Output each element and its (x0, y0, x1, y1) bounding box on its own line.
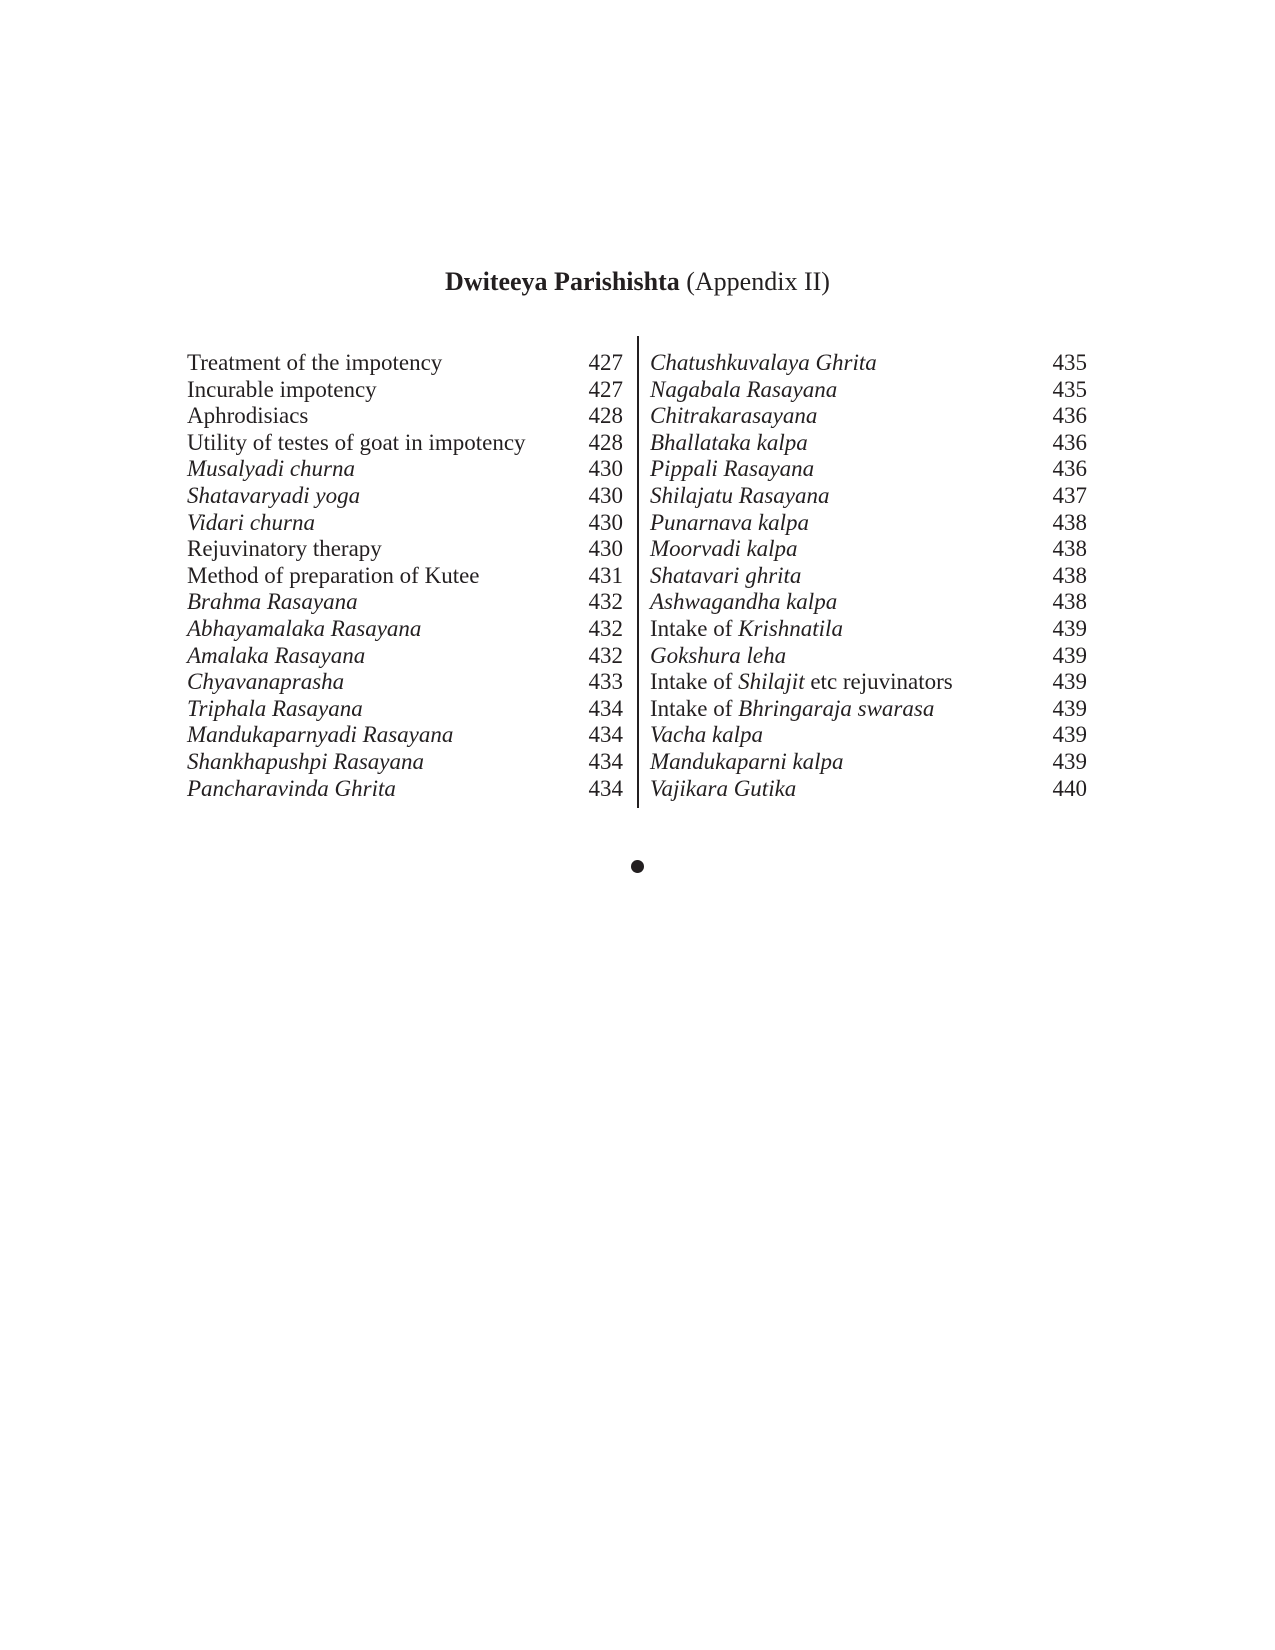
entry-title (187, 643, 365, 670)
entry-title-part: Bhallataka kalpa (650, 429, 808, 455)
contents-entry (650, 589, 1087, 616)
entry-title-part: Incurable impotency (187, 376, 377, 402)
entry-page-number: 439 (1052, 615, 1087, 641)
entry-page-number: 434 (588, 695, 623, 721)
entry-title-part: Intake of (650, 695, 739, 721)
entry-page-number: 437 (1052, 482, 1087, 508)
contents-entry (187, 377, 623, 404)
entry-title-part: Chitrakarasayana (650, 403, 818, 429)
entry-page-number: 430 (588, 456, 623, 482)
contents-entry (650, 483, 1087, 510)
entry-page-number: 432 (588, 642, 623, 668)
entry-title-part: Krishnatila (738, 615, 843, 641)
entry-page-number: 439 (1052, 669, 1087, 695)
entry-page-number: 435 (1052, 350, 1087, 375)
entry-page-number: 439 (1052, 642, 1087, 668)
column-divider (637, 336, 639, 808)
contents-entry (187, 722, 623, 749)
contents-entry (650, 456, 1087, 483)
contents-entry (187, 616, 623, 643)
entry-title-part: Musalyadi churna (187, 456, 356, 482)
entry-title (187, 696, 363, 723)
entry-page-number: 435 (1052, 376, 1087, 402)
entry-page-number: 427 (588, 376, 623, 402)
contents-entry (187, 430, 623, 457)
entry-page-number: 436 (1052, 456, 1087, 482)
entry-title (650, 669, 953, 696)
entry-page-number: 430 (588, 482, 623, 508)
entry-title (650, 403, 817, 430)
contents-entry (650, 377, 1087, 404)
entry-title-part: Rejuvinatory therapy (187, 536, 382, 562)
entry-title-part: Moorvadi kalpa (650, 536, 798, 562)
entry-title (650, 696, 934, 723)
entry-title-part: Brahma Rasayana (187, 589, 358, 615)
entry-title (187, 616, 421, 643)
entry-page-number: 427 (588, 350, 623, 375)
contents-entry (187, 776, 623, 803)
entry-title (187, 776, 396, 803)
entry-title (187, 536, 382, 563)
entry-page-number: 440 (1052, 775, 1087, 801)
entry-page-number: 428 (588, 429, 623, 455)
entry-title (650, 483, 830, 510)
contents-entry (650, 536, 1087, 563)
contents-entry (650, 722, 1087, 749)
entry-title-part: etc rejuvinators (804, 669, 953, 695)
left-contents-column (187, 350, 623, 802)
entry-title-part: Shilajatu Rasayana (650, 482, 830, 508)
entry-title (187, 722, 453, 749)
entry-title (187, 483, 360, 510)
entry-title (187, 510, 315, 537)
entry-page-number: 439 (1052, 722, 1087, 748)
contents-entry (650, 510, 1087, 537)
entry-title-part: Mandukaparni kalpa (650, 748, 844, 774)
entry-title-part: Chatushkuvalaya Ghrita (650, 350, 877, 375)
contents-entry (187, 643, 623, 670)
entry-title-part: Nagabala Rasayana (650, 376, 838, 402)
contents-entry (187, 350, 623, 377)
contents-entry (650, 749, 1087, 776)
contents-entry (187, 696, 623, 723)
entry-title (187, 749, 424, 776)
contents-entry (650, 430, 1087, 457)
entry-page-number: 436 (1052, 403, 1087, 429)
entry-title (650, 563, 801, 590)
entry-title (650, 616, 843, 643)
contents-entry (187, 536, 623, 563)
entry-title (650, 536, 798, 563)
entry-title (650, 456, 814, 483)
entry-title-part: Method of preparation of Kutee (187, 562, 480, 588)
entry-title (187, 563, 480, 590)
contents-entry (187, 483, 623, 510)
entry-title (650, 430, 808, 457)
entry-page-number: 434 (588, 775, 623, 801)
entry-title-part: Treatment of the impotency (187, 350, 443, 375)
entry-title (650, 722, 763, 749)
entry-title (650, 510, 809, 537)
entry-page-number: 439 (1052, 695, 1087, 721)
contents-entry (650, 616, 1087, 643)
entry-title-part: Bhringaraja swarasa (738, 695, 935, 721)
entry-title (187, 456, 355, 483)
entry-title-part: Punarnava kalpa (650, 509, 810, 535)
contents-entry (187, 749, 623, 776)
entry-title-part: Shankhapushpi Rasayana (187, 748, 425, 774)
entry-title (650, 749, 844, 776)
entry-title-part: Shatavaryadi yoga (187, 482, 361, 508)
entry-page-number: 438 (1052, 562, 1087, 588)
entry-title-part: Vacha kalpa (650, 722, 764, 748)
entry-title-part: Utility of testes of goat in impotency (187, 429, 526, 455)
entry-title-part: Vajikara Gutika (650, 775, 797, 801)
entry-title-part: Aphrodisiacs (187, 403, 309, 429)
end-bullet-mark (631, 860, 644, 873)
entry-title-part: Ashwagandha kalpa (650, 589, 838, 615)
entry-title-part: Triphala Rasayana (187, 695, 363, 721)
entry-title-part: Shilajit (738, 669, 805, 695)
entry-page-number: 433 (588, 669, 623, 695)
entry-title (187, 350, 442, 377)
entry-title (187, 403, 308, 430)
contents-entry (650, 696, 1087, 723)
entry-title-part: Chyavanaprasha (187, 669, 345, 695)
entry-page-number: 434 (588, 722, 623, 748)
entry-title-part: Abhayamalaka Rasayana (187, 615, 422, 641)
entry-page-number: 436 (1052, 429, 1087, 455)
entry-title-part: Amalaka Rasayana (187, 642, 366, 668)
page-title-bold: Dwiteeya Parishishta (445, 267, 680, 296)
entry-title-part: Pancharavinda Ghrita (187, 775, 396, 801)
page-title-subtitle: (Appendix II) (686, 267, 830, 296)
entry-page-number: 439 (1052, 748, 1087, 774)
entry-page-number: 431 (588, 562, 623, 588)
entry-title-part: Shatavari ghrita (650, 562, 802, 588)
contents-entry (187, 510, 623, 537)
entry-title (187, 589, 358, 616)
entry-page-number: 430 (588, 509, 623, 535)
page-title (0, 266, 1275, 298)
entry-title (187, 377, 377, 404)
entry-page-number: 432 (588, 615, 623, 641)
contents-entry (650, 403, 1087, 430)
entry-title (650, 776, 796, 803)
entry-title-part: Mandukaparnyadi Rasayana (187, 722, 454, 748)
contents-entry (650, 643, 1087, 670)
contents-entry (187, 563, 623, 590)
contents-entry (187, 589, 623, 616)
entry-title-part: Intake of (650, 615, 739, 641)
contents-entry (187, 403, 623, 430)
entry-title (187, 669, 344, 696)
contents-entry (187, 456, 623, 483)
entry-page-number: 438 (1052, 589, 1087, 615)
contents-entry (650, 776, 1087, 803)
entry-page-number: 434 (588, 748, 623, 774)
entry-page-number: 432 (588, 589, 623, 615)
entry-title-part: Gokshura leha (650, 642, 787, 668)
entry-page-number: 438 (1052, 536, 1087, 562)
entry-title (187, 430, 526, 457)
contents-entry (650, 669, 1087, 696)
entry-page-number: 428 (588, 403, 623, 429)
entry-page-number: 430 (588, 536, 623, 562)
entry-title (650, 377, 837, 404)
entry-title-part: Vidari churna (187, 509, 315, 535)
contents-entry (187, 669, 623, 696)
entry-title-part: Intake of (650, 669, 739, 695)
entry-title (650, 643, 786, 670)
entry-title (650, 589, 837, 616)
contents-entry (650, 350, 1087, 377)
entry-page-number: 438 (1052, 509, 1087, 535)
right-contents-column (650, 350, 1087, 802)
contents-entry (650, 563, 1087, 590)
entry-title-part: Pippali Rasayana (650, 456, 815, 482)
entry-title (650, 350, 877, 377)
